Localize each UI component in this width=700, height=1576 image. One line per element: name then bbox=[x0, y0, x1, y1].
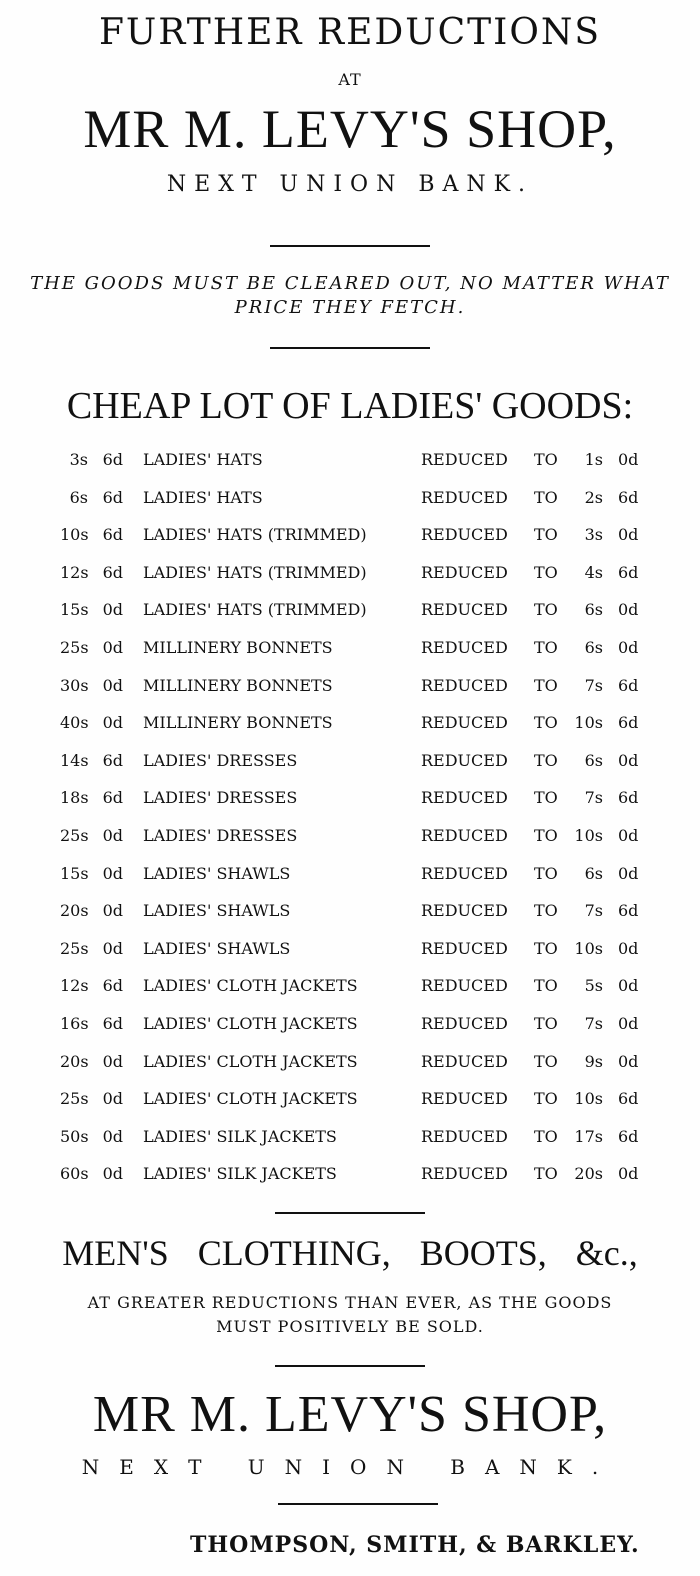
reduced-label: REDUCED bbox=[421, 1164, 508, 1184]
price-row bbox=[0, 450, 700, 480]
item-description: LADIES' SHAWLS bbox=[143, 938, 291, 958]
item-description: LADIES' SILK JACKETS bbox=[143, 1126, 337, 1146]
reduced-label: REDUCED bbox=[421, 976, 508, 996]
new-price-pence: 6d bbox=[618, 713, 639, 733]
price-row bbox=[0, 638, 700, 668]
new-price-pence: 6d bbox=[618, 1126, 639, 1146]
price-row bbox=[0, 1089, 700, 1119]
to-label: TO bbox=[534, 713, 558, 733]
item-description: MILLINERY BONNETS bbox=[143, 675, 333, 695]
item-description: LADIES' CLOTH JACKETS bbox=[143, 1051, 358, 1071]
old-price-pence: 6d bbox=[102, 788, 123, 808]
old-price-shillings: 30s bbox=[60, 675, 89, 695]
reduced-label: REDUCED bbox=[421, 788, 508, 808]
to-label: TO bbox=[534, 1164, 558, 1184]
to-label: TO bbox=[534, 976, 558, 996]
reduced-label: REDUCED bbox=[421, 1089, 508, 1109]
item-description: LADIES' HATS (TRIMMED) bbox=[143, 562, 367, 582]
new-price-shillings: 6s bbox=[584, 600, 603, 620]
divider bbox=[275, 1212, 425, 1214]
price-row bbox=[0, 788, 700, 818]
reduced-label: REDUCED bbox=[421, 901, 508, 921]
old-price-pence: 0d bbox=[102, 675, 123, 695]
old-price-pence: 0d bbox=[102, 826, 123, 845]
item-description: LADIES' DRESSES bbox=[143, 750, 298, 770]
mens-line-2: MUST POSITIVELY BE SOLD. bbox=[216, 1317, 484, 1336]
old-price-pence: 0d bbox=[102, 1051, 123, 1071]
new-price-pence: 6d bbox=[618, 901, 639, 921]
to-label: TO bbox=[534, 638, 558, 657]
price-row bbox=[0, 939, 700, 969]
old-price-shillings: 50s bbox=[60, 1126, 89, 1146]
new-price-shillings: 3s bbox=[584, 525, 603, 545]
old-price-shillings: 25s bbox=[60, 1089, 89, 1109]
to-label: TO bbox=[534, 788, 558, 808]
new-price-pence: 0d bbox=[618, 525, 639, 545]
item-description: LADIES' SILK JACKETS bbox=[143, 1164, 337, 1184]
price-row bbox=[0, 976, 700, 1006]
new-price-pence: 0d bbox=[618, 750, 639, 770]
divider bbox=[278, 1503, 438, 1505]
reduced-label: REDUCED bbox=[421, 863, 508, 883]
price-row bbox=[0, 1014, 700, 1044]
old-price-pence: 0d bbox=[102, 901, 123, 921]
new-price-shillings: 2s bbox=[584, 487, 603, 507]
price-row bbox=[0, 1127, 700, 1157]
old-price-shillings: 40s bbox=[60, 713, 89, 733]
old-price-pence: 6d bbox=[102, 487, 123, 507]
item-description: LADIES' CLOTH JACKETS bbox=[143, 1089, 358, 1109]
item-description: LADIES' DRESSES bbox=[143, 826, 298, 845]
reduced-label: REDUCED bbox=[421, 1126, 508, 1146]
item-description: LADIES' CLOTH JACKETS bbox=[143, 1014, 358, 1033]
old-price-shillings: 14s bbox=[60, 750, 89, 770]
new-price-pence: 0d bbox=[618, 976, 639, 996]
old-price-pence: 0d bbox=[102, 1126, 123, 1146]
new-price-shillings: 17s bbox=[574, 1126, 603, 1146]
old-price-shillings: 12s bbox=[60, 976, 89, 996]
notice-line-2: PRICE THEY FETCH. bbox=[234, 297, 466, 318]
new-price-shillings: 10s bbox=[574, 713, 603, 733]
new-price-pence: 0d bbox=[618, 826, 639, 845]
new-price-shillings: 6s bbox=[584, 863, 603, 883]
new-price-shillings: 6s bbox=[584, 638, 603, 657]
old-price-shillings: 15s bbox=[60, 600, 89, 620]
old-price-pence: 0d bbox=[102, 863, 123, 883]
reduced-label: REDUCED bbox=[421, 525, 508, 545]
price-row bbox=[0, 826, 700, 856]
price-row bbox=[0, 901, 700, 931]
footer-shop-address: NEXT UNION BANK. bbox=[81, 1455, 619, 1479]
to-label: TO bbox=[534, 1126, 558, 1146]
old-price-pence: 0d bbox=[102, 638, 123, 657]
new-price-pence: 0d bbox=[618, 1051, 639, 1071]
new-price-pence: 6d bbox=[618, 675, 639, 695]
item-description: LADIES' HATS bbox=[143, 450, 263, 469]
reduced-label: REDUCED bbox=[421, 600, 508, 620]
reduced-label: REDUCED bbox=[421, 562, 508, 582]
to-label: TO bbox=[534, 1014, 558, 1033]
price-row bbox=[0, 713, 700, 743]
at-text: AT bbox=[338, 70, 362, 89]
new-price-pence: 6d bbox=[618, 487, 639, 507]
to-label: TO bbox=[534, 863, 558, 883]
ladies-goods-heading: CHEAP LOT OF LADIES' GOODS: bbox=[66, 385, 634, 427]
price-row bbox=[0, 600, 700, 630]
new-price-pence: 0d bbox=[618, 863, 639, 883]
to-label: TO bbox=[534, 675, 558, 695]
divider bbox=[275, 1365, 425, 1367]
old-price-shillings: 18s bbox=[60, 788, 89, 808]
old-price-shillings: 6s bbox=[69, 487, 88, 507]
reduced-label: REDUCED bbox=[421, 675, 508, 695]
new-price-pence: 0d bbox=[618, 600, 639, 620]
item-description: LADIES' SHAWLS bbox=[143, 901, 291, 921]
old-price-pence: 6d bbox=[102, 1014, 123, 1033]
new-price-pence: 0d bbox=[618, 450, 639, 469]
old-price-shillings: 25s bbox=[60, 826, 89, 845]
item-description: LADIES' DRESSES bbox=[143, 788, 298, 808]
new-price-pence: 0d bbox=[618, 1014, 639, 1033]
clearance-notice bbox=[0, 272, 700, 320]
item-description: MILLINERY BONNETS bbox=[143, 713, 333, 733]
price-row bbox=[0, 676, 700, 706]
old-price-shillings: 20s bbox=[60, 1051, 89, 1071]
old-price-shillings: 12s bbox=[60, 562, 89, 582]
price-row bbox=[0, 751, 700, 781]
old-price-shillings: 16s bbox=[60, 1014, 89, 1033]
new-price-shillings: 9s bbox=[584, 1051, 603, 1071]
old-price-pence: 6d bbox=[102, 562, 123, 582]
item-description: LADIES' HATS bbox=[143, 487, 263, 507]
footer-shop-name: MR M. LEVY'S SHOP, bbox=[92, 1386, 608, 1443]
divider bbox=[270, 245, 430, 247]
item-description: LADIES' HATS (TRIMMED) bbox=[143, 525, 367, 545]
old-price-pence: 6d bbox=[102, 525, 123, 545]
old-price-pence: 0d bbox=[102, 1164, 123, 1184]
item-description: LADIES' CLOTH JACKETS bbox=[143, 976, 358, 996]
price-row bbox=[0, 1052, 700, 1082]
old-price-pence: 0d bbox=[102, 1089, 123, 1109]
to-label: TO bbox=[534, 938, 558, 958]
to-label: TO bbox=[534, 450, 558, 469]
reduced-label: REDUCED bbox=[421, 938, 508, 958]
mens-line-1: AT GREATER REDUCTIONS THAN EVER, AS THE GOODS bbox=[87, 1293, 613, 1312]
new-price-pence: 0d bbox=[618, 938, 639, 958]
item-description: LADIES' HATS (TRIMMED) bbox=[143, 600, 367, 620]
to-label: TO bbox=[534, 750, 558, 770]
to-label: TO bbox=[534, 901, 558, 921]
old-price-shillings: 25s bbox=[60, 938, 89, 958]
old-price-pence: 6d bbox=[102, 750, 123, 770]
old-price-shillings: 60s bbox=[60, 1164, 89, 1184]
reduced-label: REDUCED bbox=[421, 1014, 508, 1033]
price-row bbox=[0, 563, 700, 593]
reduced-label: REDUCED bbox=[421, 638, 508, 657]
headline: FURTHER REDUCTIONS bbox=[98, 12, 602, 53]
old-price-pence: 6d bbox=[102, 450, 123, 469]
to-label: TO bbox=[534, 1051, 558, 1071]
new-price-shillings: 1s bbox=[584, 450, 603, 469]
new-price-shillings: 7s bbox=[584, 675, 603, 695]
to-label: TO bbox=[534, 562, 558, 582]
reduced-label: REDUCED bbox=[421, 1051, 508, 1071]
new-price-shillings: 4s bbox=[584, 562, 603, 582]
notice-line-1: THE GOODS MUST BE CLEARED OUT, NO MATTER WHAT bbox=[30, 273, 670, 294]
to-label: TO bbox=[534, 1089, 558, 1109]
new-price-shillings: 20s bbox=[574, 1164, 603, 1184]
price-row bbox=[0, 488, 700, 518]
old-price-pence: 0d bbox=[102, 938, 123, 958]
reduced-label: REDUCED bbox=[421, 450, 508, 469]
new-price-shillings: 5s bbox=[584, 976, 603, 996]
signature: THOMPSON, SMITH, & BARKLEY. bbox=[190, 1532, 640, 1558]
old-price-shillings: 15s bbox=[60, 863, 89, 883]
new-price-shillings: 6s bbox=[584, 750, 603, 770]
old-price-pence: 0d bbox=[102, 600, 123, 620]
reduced-label: REDUCED bbox=[421, 713, 508, 733]
new-price-pence: 0d bbox=[618, 638, 639, 657]
mens-clothing-subtext bbox=[0, 1291, 700, 1339]
new-price-pence: 6d bbox=[618, 788, 639, 808]
new-price-pence: 0d bbox=[618, 1164, 639, 1184]
new-price-shillings: 10s bbox=[574, 1089, 603, 1109]
old-price-shillings: 3s bbox=[69, 450, 88, 469]
old-price-pence: 6d bbox=[102, 976, 123, 996]
new-price-pence: 6d bbox=[618, 1089, 639, 1109]
old-price-shillings: 10s bbox=[60, 525, 89, 545]
reduced-label: REDUCED bbox=[421, 487, 508, 507]
to-label: TO bbox=[534, 826, 558, 845]
item-description: MILLINERY BONNETS bbox=[143, 638, 333, 657]
new-price-shillings: 7s bbox=[584, 1014, 603, 1033]
price-row bbox=[0, 864, 700, 894]
divider bbox=[270, 347, 430, 349]
shop-address: NEXT UNION BANK. bbox=[166, 172, 534, 197]
price-row bbox=[0, 1164, 700, 1194]
old-price-shillings: 25s bbox=[60, 638, 89, 657]
old-price-shillings: 20s bbox=[60, 901, 89, 921]
new-price-shillings: 10s bbox=[574, 826, 603, 845]
new-price-shillings: 7s bbox=[584, 901, 603, 921]
new-price-shillings: 7s bbox=[584, 788, 603, 808]
new-price-shillings: 10s bbox=[574, 938, 603, 958]
to-label: TO bbox=[534, 525, 558, 545]
reduced-label: REDUCED bbox=[421, 826, 508, 845]
mens-clothing-heading: MEN'S CLOTHING, BOOTS, &c., bbox=[62, 1233, 638, 1273]
price-row bbox=[0, 525, 700, 555]
old-price-pence: 0d bbox=[102, 713, 123, 733]
new-price-pence: 6d bbox=[618, 562, 639, 582]
shop-name: MR M. LEVY'S SHOP, bbox=[83, 99, 617, 159]
to-label: TO bbox=[534, 487, 558, 507]
item-description: LADIES' SHAWLS bbox=[143, 863, 291, 883]
reduced-label: REDUCED bbox=[421, 750, 508, 770]
to-label: TO bbox=[534, 600, 558, 620]
